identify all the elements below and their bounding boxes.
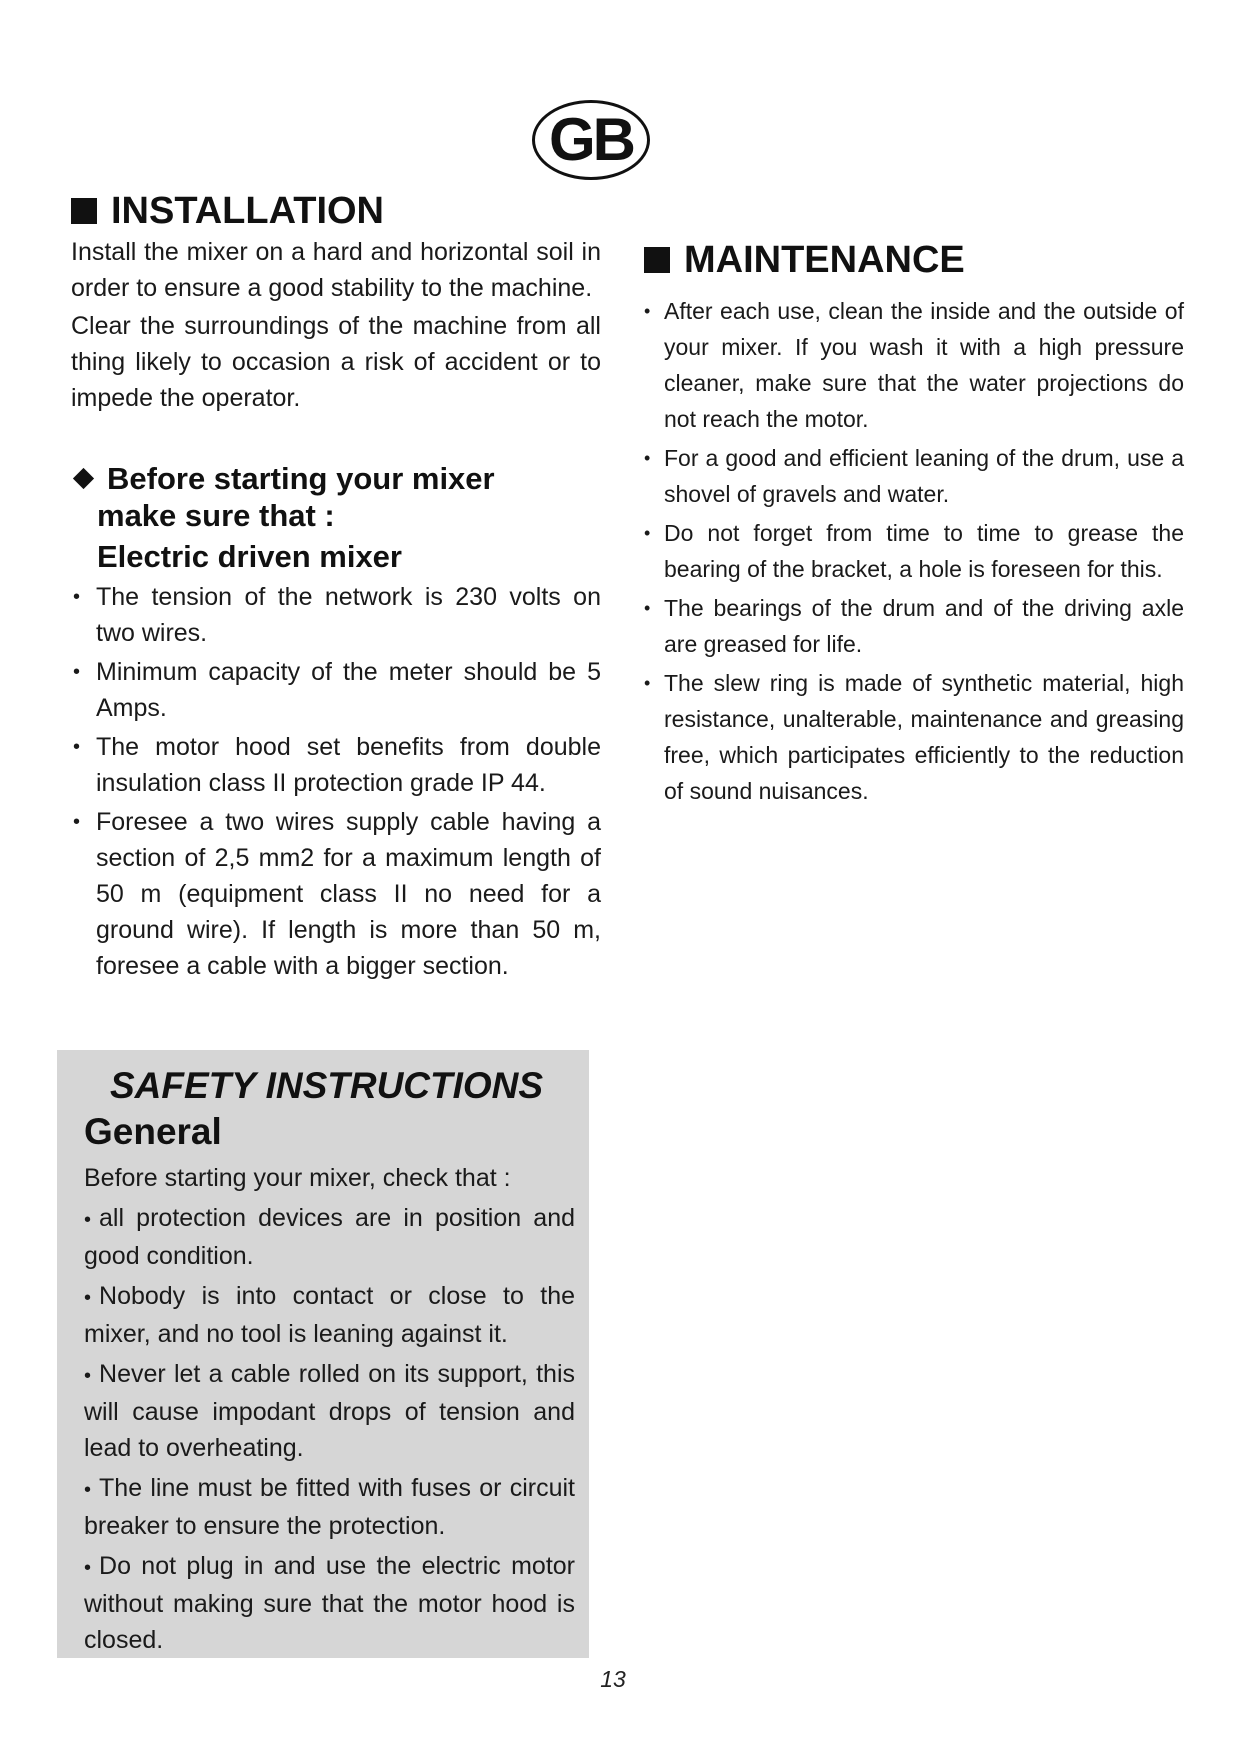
installation-section	[71, 188, 601, 987]
list-item: • The bearings of the drum and of the driving axle are greased for life.	[644, 590, 1184, 662]
list-item: • The tension of the network is 230 volts on two wires.	[71, 579, 601, 651]
diamond-bullet-icon	[73, 468, 94, 489]
list-item-text: Never let a cable rolled on its support, this will cause impodant drops of tension and lead to overheating.	[84, 1360, 575, 1462]
country-code: GB	[549, 106, 633, 173]
list-item	[84, 1278, 575, 1352]
installation-paragraph: Clear the surroundings of the machine from all thing likely to occasion a risk of accident or to impede the operator.	[71, 312, 601, 412]
safety-title: SAFETY INSTRUCTIONS	[110, 1065, 544, 1106]
list-item: • The slew ring is made of synthetic material, high resistance, unalterable, maintenance and greasing free, which participates efficiently to the reduction of sound nuisances.	[644, 665, 1184, 809]
list-item	[84, 1548, 575, 1658]
country-badge	[532, 100, 650, 180]
list-item: • Do not forget from time to time to grease the bearing of the bracket, a hole is foreseen for this.	[644, 515, 1184, 587]
list-item-text: all protection devices are in position and good condition.	[84, 1204, 575, 1270]
list-item	[84, 1200, 575, 1274]
page-number: 13	[600, 1666, 626, 1692]
bullet-dot-icon: •	[84, 1479, 92, 1501]
square-bullet-icon	[644, 247, 670, 273]
list-item-text: The line must be fitted with fuses or circuit breaker to ensure the protection.	[84, 1474, 575, 1540]
maintenance-heading	[644, 237, 1184, 283]
bullet-dot-icon: •	[84, 1557, 92, 1579]
subheading-line: Electric driven mixer	[97, 539, 402, 574]
safety-subtitle: General	[84, 1111, 222, 1152]
installation-heading-text: INSTALLATION	[111, 190, 384, 232]
maintenance-heading-text: MAINTENANCE	[684, 239, 965, 281]
list-item: • For a good and efficient leaning of the drum, use a shovel of gravels and water.	[644, 440, 1184, 512]
subheading-line: Before starting your mixer	[107, 461, 495, 496]
safety-instructions-box	[57, 1050, 589, 1658]
bullet-dot-icon: •	[84, 1287, 92, 1309]
list-item: • Minimum capacity of the meter should be 5 Amps.	[71, 654, 601, 726]
bullet-dot-icon: •	[84, 1365, 92, 1387]
list-item-text: Do not plug in and use the electric motor without making sure that the motor hood is closed.	[84, 1552, 575, 1654]
square-bullet-icon	[71, 198, 97, 224]
installation-paragraph: Install the mixer on a hard and horizontal soil in order to ensure a good stability to the machine.	[71, 238, 601, 302]
safety-checklist	[84, 1200, 575, 1658]
safety-intro: Before starting your mixer, check that :	[84, 1164, 511, 1192]
list-item: • After each use, clean the inside and the outside of your mixer. If you wash it with a high pressure cleaner, make sure that the water projections do not reach the motor.	[644, 293, 1184, 437]
list-item: • Foresee a two wires supply cable having a section of 2,5 mm2 for a maximum length of 50 m (equipment class II no need for a ground wire). If length is more than 50 m, foresee a cable with a bigger section.	[71, 804, 601, 984]
list-item	[84, 1470, 575, 1544]
subheading-line: make sure that :	[97, 498, 335, 533]
installation-heading	[71, 188, 601, 234]
maintenance-section	[644, 237, 1184, 812]
before-starting-subheading	[71, 460, 601, 575]
electric-mixer-checklist	[71, 579, 601, 984]
bullet-dot-icon: •	[84, 1209, 92, 1231]
maintenance-list	[644, 293, 1184, 809]
list-item	[84, 1356, 575, 1466]
list-item-text: Nobody is into contact or close to the mixer, and no tool is leaning against it.	[84, 1282, 575, 1348]
list-item: • The motor hood set benefits from double insulation class II protection grade IP 44.	[71, 729, 601, 801]
